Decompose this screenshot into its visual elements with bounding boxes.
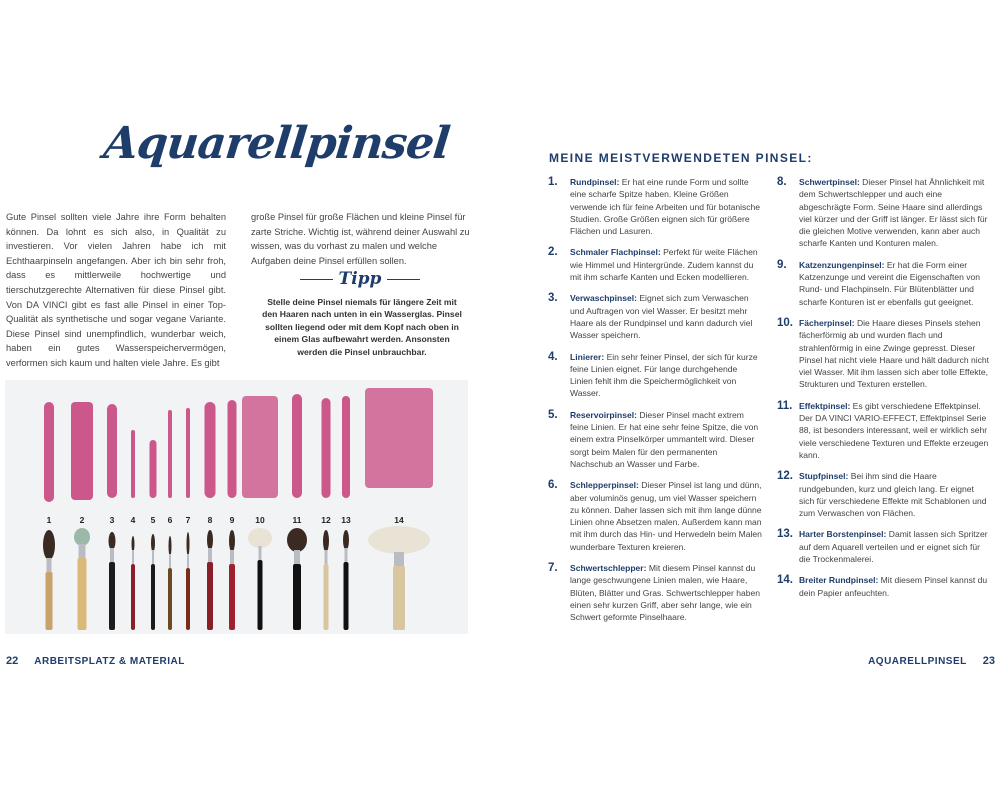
list-item-body [570, 292, 762, 341]
list-item [777, 574, 991, 599]
brush-head [229, 530, 235, 552]
list-item-text: Dieser Pinsel ist lang und dünn, aber voluminös genug, um viel Wasser speichern zu können. Daher lassen sich mit ihm lange dünne Linien ohne Absetzen malen. Außerdem kann man mit ihm durch das Hin- und Herwedeln beim Malen wunderbare Texturen kreieren. [570, 480, 762, 552]
paint-swatch [150, 440, 157, 498]
list-item-title: Katzenzungenpinsel: [799, 259, 885, 270]
list-item-number: 10. [777, 316, 793, 329]
list-item-number: 14. [777, 574, 793, 587]
page-number-right: 23 [982, 655, 995, 667]
brush-handle [207, 562, 213, 630]
brush-number: 8 [207, 515, 213, 525]
brush-ferrule [294, 550, 300, 564]
list-item-text: Ein sehr feiner Pinsel, der sich für kurze feine Linien eignet. Für lange durchgehende Linien fehlt ihm die Speichermöglichkeit von Wasser. [570, 351, 758, 399]
list-item-body [570, 351, 762, 400]
brush-number: 13 [341, 515, 351, 525]
brush-handle [151, 564, 155, 630]
brush-number: 3 [109, 515, 115, 525]
intro-text-col2: große Pinsel für große Flächen und kleine Pinsel für zarte Striche. Wichtig ist, während deiner Auswahl zu wissen, was du vorhast zu malen und welche Aufgaben deine Pinsel erfüllen sollen. [251, 212, 470, 266]
list-item-number: 7. [548, 562, 558, 575]
list-item-number: 6. [548, 479, 558, 492]
brush-ferrule [394, 552, 404, 566]
list-item-title: Harter Borstenpinsel: [799, 529, 887, 540]
brush-head [207, 530, 213, 550]
list-item [777, 400, 991, 461]
brush-number: 4 [130, 515, 136, 525]
brush-ferrule [230, 550, 234, 564]
brush-head [43, 530, 55, 560]
brush-handle [78, 558, 87, 630]
tipp-label: Tipp [338, 269, 382, 289]
paint-swatch [205, 402, 216, 498]
brush-head [287, 528, 307, 552]
list-item-title: Effektpinsel: [799, 400, 851, 411]
brush-ferrule [259, 546, 262, 560]
tipp-text: Stelle deine Pinsel niemals für längere Zeit mit den Haaren nach unten in ein Wasserglas. Pinsel sollten liegend oder mit dem Kopf nach oben in einem Glas aufbewahrt werden. Ansonsten werden die Pinsel unbrauchbar. [262, 297, 462, 357]
paint-swatch [322, 398, 331, 498]
folio-right [868, 655, 995, 667]
list-item-number: 8. [777, 176, 787, 188]
brush-photo [5, 380, 468, 634]
brush-list-col2 [777, 176, 991, 608]
folio-left [6, 655, 185, 667]
section-name-right: AQUARELLPINSEL [868, 656, 967, 667]
list-item-body [799, 574, 991, 599]
list-item [777, 176, 991, 250]
list-item [777, 259, 991, 308]
list-item-title: Rundpinsel: [570, 177, 620, 187]
list-item-body [799, 400, 991, 461]
list-item-text: Dieser Pinsel macht extrem feine Linien. Er hat eine sehr feine Spitze, die von einem extra Pinselkörper ummantelt wird. Dieser sorgt beim Malen für den permanenten Nachschub an Wasser und Farbe. [570, 409, 759, 469]
brush-number: 5 [150, 515, 156, 525]
list-item [548, 176, 762, 237]
list-item-text: Perfekt für weite Flächen wie Himmel und Hintergründe. Zudem kannst du mit ihm scharfe Kanten und Ecken modellieren. [570, 247, 758, 283]
brush-list-col1 [548, 176, 762, 633]
brush-number: 11 [292, 515, 302, 525]
list-item [777, 317, 991, 391]
list-item-body [799, 528, 991, 565]
list-item-body [570, 409, 762, 470]
list-item-number: 3. [548, 292, 558, 305]
brush-head [151, 534, 155, 552]
list-item [777, 528, 991, 565]
brush-handle [131, 564, 135, 630]
brush-ferrule [325, 550, 328, 564]
list-item-body [799, 176, 991, 250]
list-item-text: Er hat die Form einer Katzenzunge und vereint die Eigenschaften von Rund- und Flachpinseln. Für Blütenblätter und scharfe Konturen ist er ebenfalls gut geeignet. [799, 259, 981, 307]
paint-swatch [44, 402, 54, 502]
brush-head [248, 528, 272, 548]
brush-handle [393, 566, 405, 630]
list-item-text: Eignet sich zum Verwaschen und Auftragen von viel Wasser. Er besitzt mehr Haare als der Rundpinsel und kann dadurch viel Wasser speichern. [570, 293, 753, 341]
brush-handle [344, 562, 349, 630]
tipp-rule-left [300, 279, 333, 280]
list-item-title: Schmaler Flachpinsel: [570, 247, 661, 258]
list-item [548, 292, 762, 341]
list-item-title: Schwertpinsel: [799, 177, 860, 187]
brush-ferrule [47, 558, 52, 572]
brush-number: 7 [185, 515, 191, 525]
paint-swatch [107, 404, 117, 498]
list-item-title: Schwertschlepper: [570, 563, 647, 574]
list-item-body [799, 317, 991, 391]
brush-number: 12 [321, 515, 331, 525]
brush-head [169, 536, 172, 556]
list-item-number: 4. [548, 350, 558, 363]
brush-head [187, 532, 190, 556]
list-item-text: Er hat eine runde Form und sollte eine scharfe Spitze haben. Kleine Größen verwende ich für feine Arbeiten und für botanische Studien. Große Größen eignen sich für größere Flächen und Lasuren. [570, 177, 761, 237]
list-item-number: 11. [777, 399, 793, 412]
list-item-number: 5. [548, 408, 558, 421]
brush-handle [109, 562, 115, 630]
brush-ferrule [169, 554, 171, 568]
list-item-body [799, 470, 991, 519]
list-item-text: Bei ihm sind die Haare rundgebunden, kurz und gleich lang. Er eignet sich für verschiedene Effekte mit Schablonen und zum Verwaschen von Flächen. [799, 471, 987, 519]
brush-head [368, 526, 430, 554]
list-item-body [570, 479, 762, 553]
list-item-body [799, 259, 991, 308]
list-item [548, 351, 762, 400]
list-item-number: 9. [777, 258, 787, 271]
brush-ferrule [345, 548, 348, 562]
brush-handle [293, 564, 301, 630]
brush-head [74, 528, 90, 546]
list-item-body [570, 176, 762, 237]
list-item-title: Schlepperpinsel: [570, 480, 639, 491]
brush-ferrule [132, 550, 134, 564]
page-title: Aquarellpinsel [101, 118, 452, 169]
brush-ferrule [208, 548, 212, 562]
brush-number: 10 [255, 515, 265, 525]
tipp-rule-right [387, 279, 420, 280]
brush-number: 9 [229, 515, 235, 525]
list-heading: MEINE MEISTVERWENDETEN PINSEL: [549, 151, 813, 165]
brush-number: 1 [46, 515, 52, 525]
brush-ferrule [152, 550, 154, 564]
paint-swatch [71, 402, 93, 500]
paint-swatch [168, 410, 172, 498]
list-item-number: 1. [548, 176, 558, 188]
list-item-text: Es gibt verschiedene Effektpinsel. Der DA VINCI VARIO-EFFECT, Effektpinsel Serie 88, ist besonders interessant, weil er wirklich sehr viele verschiedene Texturen und Effekte erzeugen kann. [799, 400, 989, 460]
list-item-text: Die Haare dieses Pinsels stehen fächerförmig ab und wurden flach und strahlenförmig in eine Zwinge gepresst. Dieser Pinsel hat nicht viele Haare und hält dadurch nicht viel Wasser. Mit ihm lassen sich aber tolle Effekte, Strukturen und Texturen erstellen. [799, 317, 990, 390]
brush-number: 6 [167, 515, 173, 525]
list-item [548, 562, 762, 623]
brush-handle [186, 568, 190, 630]
paint-swatch [342, 396, 350, 498]
paint-swatch [292, 394, 302, 498]
list-item-title: Reservoirpinsel: [570, 409, 637, 420]
brush-handle [46, 572, 53, 630]
brush-ferrule [79, 544, 86, 558]
brush-handle [229, 564, 235, 630]
brush-ferrule [187, 554, 189, 568]
list-item-text: Damit lassen sich Spritzer auf dem Aquarell verteilen und er eignet sich für die Trockenmalerei. [799, 529, 988, 565]
brush-head [109, 532, 116, 550]
list-item-text: Mit diesem Pinsel kannst du dein Papier anfeuchten. [799, 575, 988, 598]
paint-swatch [186, 408, 190, 498]
list-item-title: Verwaschpinsel: [570, 293, 637, 304]
brush-handle [324, 564, 329, 630]
list-item-title: Breiter Rundpinsel: [799, 575, 879, 586]
list-item [548, 479, 762, 553]
brush-head [323, 530, 329, 552]
list-item-title: Stupfpinsel: [799, 471, 849, 482]
list-item-number: 2. [548, 246, 558, 259]
paint-swatch [242, 396, 278, 498]
list-item-number: 13. [777, 528, 793, 541]
brush-ferrule [110, 548, 114, 562]
brush-head [343, 530, 349, 550]
list-item-title: Linierer: [570, 351, 605, 362]
paint-swatch [365, 388, 433, 488]
list-item-text: Mit diesem Pinsel kannst du lange geschwungene Linien malen, wie Haare, Blüten, Blätter und Gras. Schwertschlepper haben einen sehr kurzen Griff, aber sehr lange, wie ein Schwert geformte Pinselhaare. [570, 563, 761, 623]
page-number-left: 22 [6, 655, 19, 667]
tipp-heading [300, 268, 420, 290]
brush-illustration [5, 380, 468, 634]
brush-handle [168, 568, 172, 630]
list-item [777, 470, 991, 519]
list-item-body [570, 562, 762, 623]
paint-swatch [131, 430, 135, 498]
list-item-number: 12. [777, 470, 793, 483]
section-name-left: ARBEITSPLATZ & MATERIAL [34, 656, 185, 667]
paint-swatch [228, 400, 237, 498]
list-item-text: Dieser Pinsel hat Ähnlichkeit mit dem Schwertschlepper und auch eine abgeschrägte Form. Seine Haare sind allerdings viel kürzer und der Griff ist länger. Er lässt sich für die gleichen Motive verwenden, kann aber auch scharfe Kanten und Konturen malen. [799, 177, 988, 249]
brush-number: 14 [394, 515, 404, 525]
brush-number: 2 [79, 515, 85, 525]
brush-handle [258, 560, 263, 630]
list-item [548, 246, 762, 283]
intro-text-col1: Gute Pinsel sollten viele Jahre ihre Form behalten können. Da lohnt es sich also, in Qualität zu investieren. Vor vielen Jahren habe ich mit Echthaarpinseln angefangen. Aber ich bin sehr froh, dass es mittlerweile hochwertige und tierschutzgerechte Alternativen für diese Pinsel gibt. Von DA VINCI gibt es fast alle Pinsel in einer Top-Qualität als synthetische und sogar vegane Variante. Diese Pinsel sind unempfindlich, wunderbar weich, haben ein gutes Wasserspeichervermögen, verformen sich kaum und halten viele Jahre. Es gibt [6, 212, 226, 368]
list-item [548, 409, 762, 470]
list-item-title: Fächerpinsel: [799, 317, 855, 328]
list-item-body [570, 246, 762, 283]
brush-head [132, 536, 135, 552]
